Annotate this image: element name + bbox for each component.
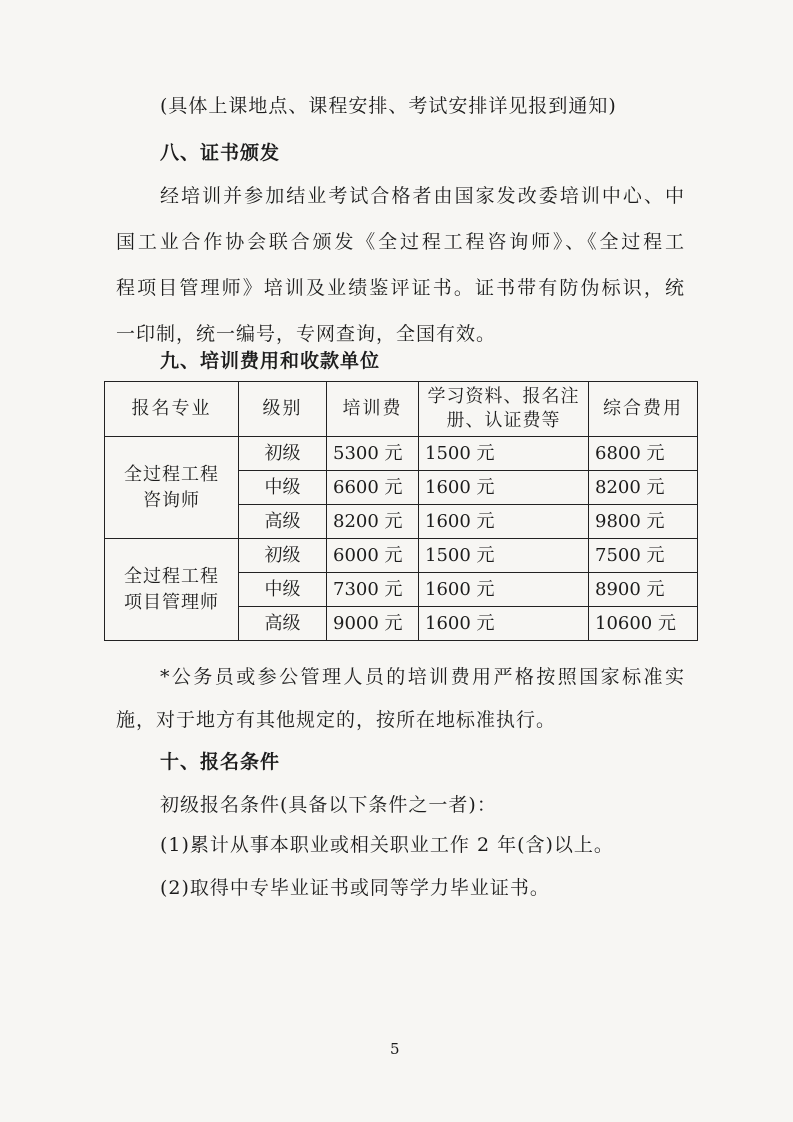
total-fee-cell: 9800 元 <box>589 505 698 539</box>
major-cell <box>105 539 239 641</box>
table-row <box>105 539 698 573</box>
section-8-heading: 八、证书颁发 <box>160 142 281 164</box>
requirement-item-1: (1)累计从事本职业或相关职业工作 2 年(含)以上。 <box>160 834 614 856</box>
major-name: 全过程工程项目管理师 <box>124 565 219 613</box>
materials-fee-cell: 1600 元 <box>419 471 589 505</box>
level-cell: 初级 <box>239 437 327 471</box>
fee-note-line-2: 施，对于地方有其他规定的，按所在地标准执行。 <box>116 709 557 731</box>
header-total-fee: 综合费用 <box>589 382 698 437</box>
training-fee-cell: 6000 元 <box>327 539 419 573</box>
materials-fee-cell: 1600 元 <box>419 607 589 641</box>
page-number: 5 <box>390 1040 400 1058</box>
requirement-item-2: (2)取得中专毕业证书或同等学力毕业证书。 <box>160 877 550 899</box>
level-cell: 高级 <box>239 505 327 539</box>
section-8-paragraph-line-1: 经培训并参加结业考试合格者由国家发改委培训中心、中 <box>160 185 685 207</box>
level-cell: 初级 <box>239 539 327 573</box>
section-8-paragraph-line-3: 程项目管理师》培训及业绩鉴评证书。证书带有防伪标识，统 <box>116 277 685 299</box>
materials-fee-cell: 1500 元 <box>419 539 589 573</box>
requirements-intro: 初级报名条件(具备以下条件之一者)： <box>160 794 497 816</box>
table-row <box>105 437 698 471</box>
header-level: 级别 <box>239 382 327 437</box>
training-fee-cell: 6600 元 <box>327 471 419 505</box>
section-10-heading: 十、报名条件 <box>160 751 281 773</box>
total-fee-cell: 6800 元 <box>589 437 698 471</box>
training-fee-cell: 9000 元 <box>327 607 419 641</box>
training-fee-cell: 7300 元 <box>327 573 419 607</box>
materials-fee-cell: 1500 元 <box>419 437 589 471</box>
training-fee-cell: 5300 元 <box>327 437 419 471</box>
total-fee-cell: 8900 元 <box>589 573 698 607</box>
total-fee-cell: 7500 元 <box>589 539 698 573</box>
total-fee-cell: 10600 元 <box>589 607 698 641</box>
venue-note: (具体上课地点、课程安排、考试安排详见报到通知) <box>160 95 617 117</box>
major-cell <box>105 437 239 539</box>
header-major: 报名专业 <box>105 382 239 437</box>
level-cell: 中级 <box>239 471 327 505</box>
fee-table <box>104 381 698 641</box>
table-header-row <box>105 382 698 437</box>
header-training-fee: 培训费 <box>327 382 419 437</box>
fee-note-line-1: *公务员或参公管理人员的培训费用严格按照国家标准实 <box>160 666 685 688</box>
section-9-heading: 九、培训费用和收款单位 <box>160 350 381 372</box>
header-materials-fee: 学习资料、报名注册、认证费等 <box>419 382 589 437</box>
level-cell: 高级 <box>239 607 327 641</box>
materials-fee-cell: 1600 元 <box>419 505 589 539</box>
section-8-paragraph-line-4: 一印制，统一编号，专网查询，全国有效。 <box>116 323 497 345</box>
section-8-paragraph-line-2: 国工业合作协会联合颁发《全过程工程咨询师》、《全过程工 <box>116 231 685 253</box>
level-cell: 中级 <box>239 573 327 607</box>
materials-fee-cell: 1600 元 <box>419 573 589 607</box>
total-fee-cell: 8200 元 <box>589 471 698 505</box>
major-name: 全过程工程咨询师 <box>124 463 219 511</box>
training-fee-cell: 8200 元 <box>327 505 419 539</box>
